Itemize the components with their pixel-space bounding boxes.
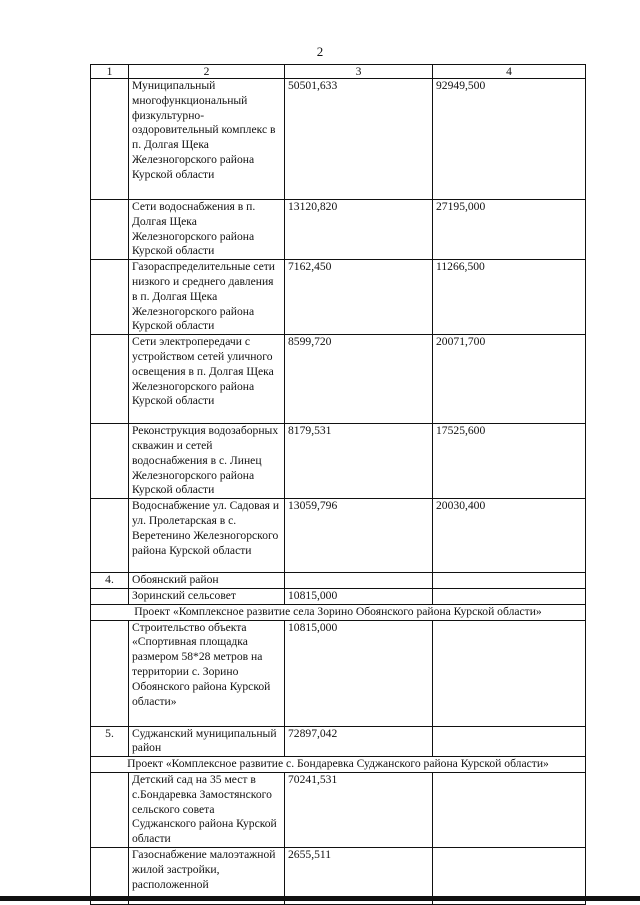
- value-col3: 70241,531: [285, 772, 433, 847]
- value-col3: 2655,511: [285, 847, 433, 904]
- row-number: [91, 424, 129, 499]
- value-col4: 11266,500: [433, 260, 586, 335]
- table-row: [91, 335, 586, 424]
- header-cell: 2: [129, 65, 285, 79]
- row-number: 4.: [91, 573, 129, 589]
- object-name: Зоринский сельсовет: [129, 588, 285, 604]
- row-number: [91, 200, 129, 260]
- table-row: [91, 499, 586, 573]
- table-row: [91, 588, 586, 604]
- table-row: [91, 620, 586, 726]
- header-cell: 1: [91, 65, 129, 79]
- value-col4: 27195,000: [433, 200, 586, 260]
- row-number: [91, 335, 129, 424]
- value-col4: [433, 573, 586, 589]
- table-row: [91, 424, 586, 499]
- row-number: [91, 588, 129, 604]
- table-header-row: [91, 65, 586, 79]
- row-number: [91, 499, 129, 573]
- value-col4: 20030,400: [433, 499, 586, 573]
- row-number: 5.: [91, 726, 129, 757]
- investment-table: [90, 64, 586, 905]
- object-name: Водоснабжение ул. Садовая и ул. Пролетарская в с. Веретенино Железногорского района Курской области: [129, 499, 285, 573]
- object-name: Газоснабжение малоэтажной жилой застройки, расположенной: [129, 847, 285, 904]
- value-col4: [433, 726, 586, 757]
- project-row: [91, 604, 586, 620]
- value-col3: 13059,796: [285, 499, 433, 573]
- object-name: Реконструкция водозаборных скважин и сетей водоснабжения в с. Линец Железногорского района Курской области: [129, 424, 285, 499]
- project-row: [91, 757, 586, 773]
- object-name: Строительство объекта «Спортивная площадка размером 58*28 метров на территории с. Зорино Обоянского района Курской области»: [129, 620, 285, 726]
- row-number: [91, 79, 129, 200]
- row-number: [91, 260, 129, 335]
- value-col3: 13120,820: [285, 200, 433, 260]
- value-col4: 17525,600: [433, 424, 586, 499]
- row-number: [91, 620, 129, 726]
- table-row: [91, 573, 586, 589]
- value-col4: [433, 588, 586, 604]
- object-name: Суджанский муниципальный район: [129, 726, 285, 757]
- scan-bottom-edge: [0, 896, 640, 901]
- project-title: Проект «Комплексное развитие с. Бондаревка Суджанского района Курской области»: [91, 757, 586, 773]
- value-col3: 7162,450: [285, 260, 433, 335]
- value-col3: 10815,000: [285, 620, 433, 726]
- object-name: Сети электропередачи с устройством сетей уличного освещения в п. Долгая Щека Железногорского района Курской области: [129, 335, 285, 424]
- object-name: Детский сад на 35 мест в с.Бондаревка Замостянского сельского совета Суджанского района Курской области: [129, 772, 285, 847]
- object-name: Газораспределительные сети низкого и среднего давления в п. Долгая Щека Железногорского района Курской области: [129, 260, 285, 335]
- table-row: [91, 79, 586, 200]
- value-col3: 8179,531: [285, 424, 433, 499]
- object-name: Муниципальный многофункциональный физкультурно-оздоровительный комплекс в п. Долгая Щека Железногорского района Курской области: [129, 79, 285, 200]
- value-col3: 72897,042: [285, 726, 433, 757]
- value-col3: 10815,000: [285, 588, 433, 604]
- header-cell: 4: [433, 65, 586, 79]
- value-col4: 92949,500: [433, 79, 586, 200]
- table-row: [91, 772, 586, 847]
- table-row: [91, 260, 586, 335]
- value-col4: [433, 772, 586, 847]
- header-cell: 3: [285, 65, 433, 79]
- value-col3: 8599,720: [285, 335, 433, 424]
- table-row: [91, 200, 586, 260]
- page-number: 2: [316, 44, 324, 59]
- project-title: Проект «Комплексное развитие села Зорино Обоянского района Курской области»: [91, 604, 586, 620]
- value-col4: [433, 620, 586, 726]
- value-col3: [285, 573, 433, 589]
- value-col4: 20071,700: [433, 335, 586, 424]
- value-col3: 50501,633: [285, 79, 433, 200]
- table-row: [91, 726, 586, 757]
- object-name: Сети водоснабжения в п. Долгая Щека Железногорского района Курской области: [129, 200, 285, 260]
- object-name: Обоянский район: [129, 573, 285, 589]
- row-number: [91, 772, 129, 847]
